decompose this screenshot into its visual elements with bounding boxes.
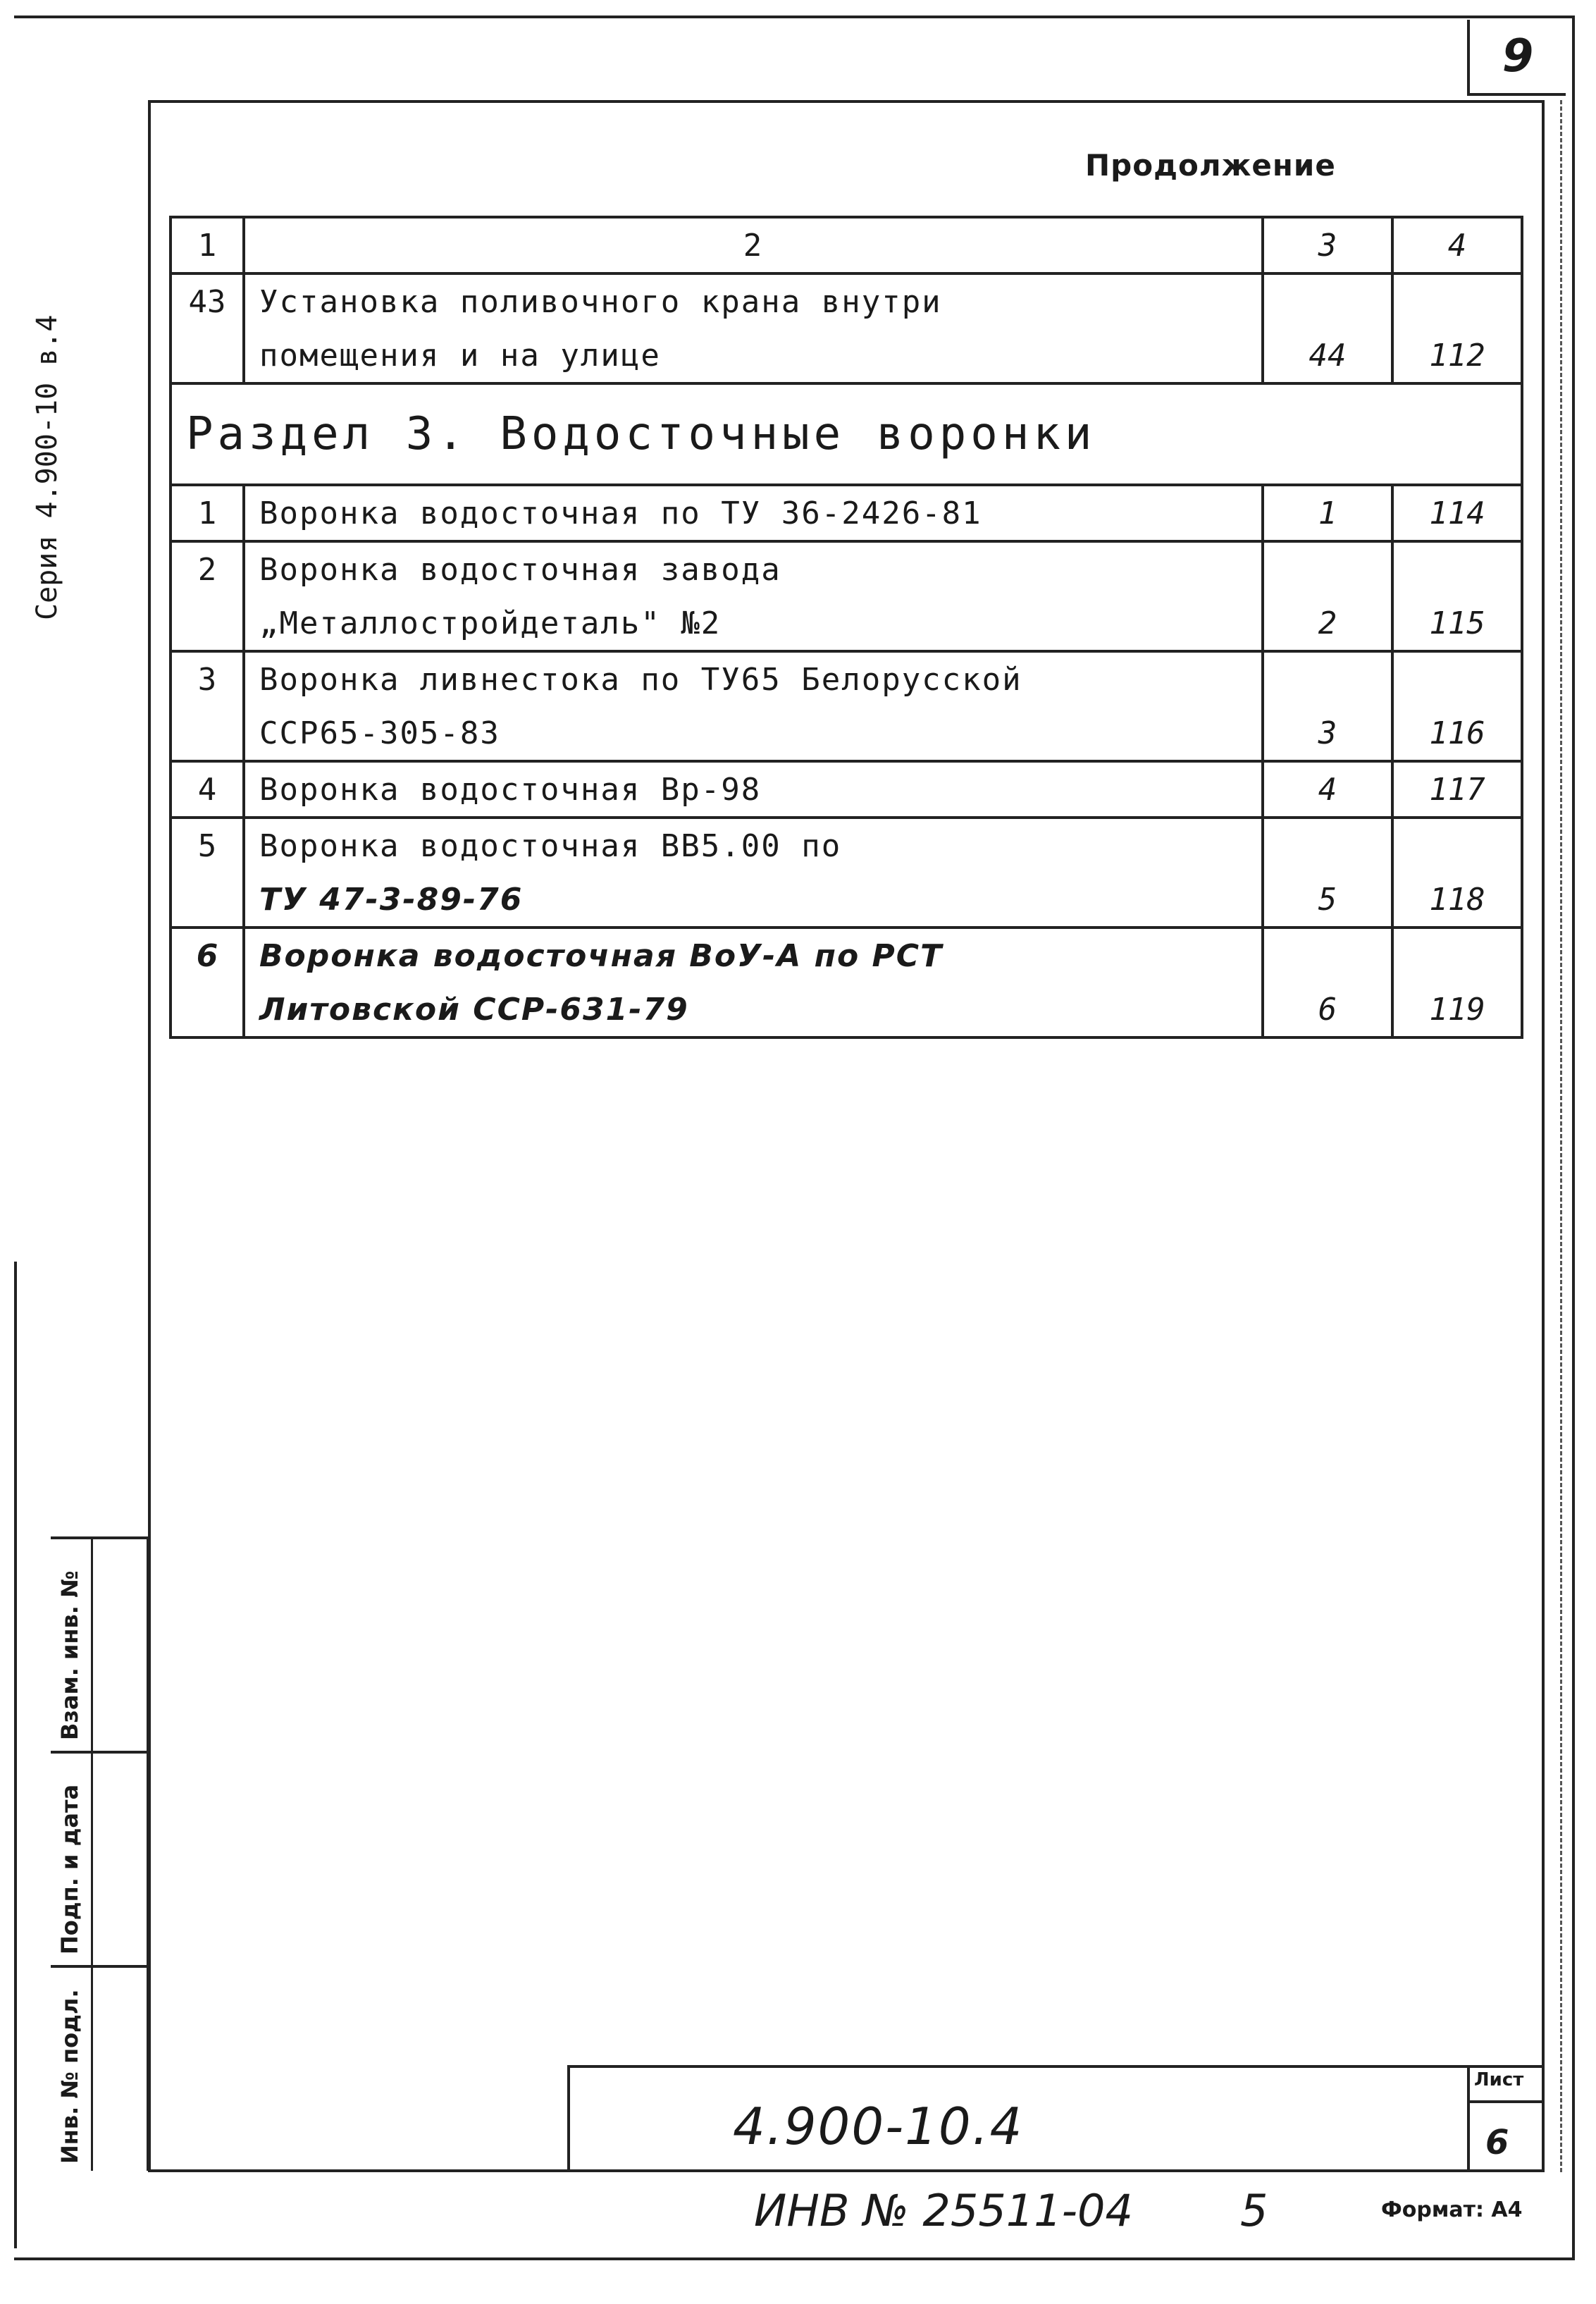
row-number: [171, 706, 244, 761]
row-description: Воронка водосточная по ТУ 36-2426-81: [244, 485, 1263, 541]
row-quantity: 6: [1263, 982, 1392, 1037]
title-block: [567, 2065, 1545, 2172]
row-number: [171, 873, 244, 928]
series-label: Серия 4.900-10 в.4: [31, 314, 63, 620]
sidebar-cell-inventory: [51, 1968, 93, 2171]
table-row: [171, 328, 1522, 383]
row-number: 1: [171, 485, 244, 541]
page-number: 9: [1467, 20, 1566, 96]
row-number: [171, 982, 244, 1037]
sidebar-cell-replacement: [51, 1539, 93, 1751]
row-number: 3: [171, 651, 244, 706]
right-margin-strip: [1545, 100, 1562, 2172]
row-quantity: 2: [1263, 596, 1392, 651]
sheet-label: Лист: [1474, 2069, 1524, 2090]
sidebar-cell-signature: [51, 1754, 93, 1965]
table-row: [171, 818, 1522, 873]
row-number: [171, 328, 244, 383]
format-label: Формат: А4: [1381, 2198, 1523, 2222]
row-page: [1392, 541, 1522, 596]
row-quantity: 44: [1263, 328, 1392, 383]
row-page: 116: [1392, 706, 1522, 761]
row-quantity: 1: [1263, 485, 1392, 541]
row-quantity: 4: [1263, 761, 1392, 818]
table-row: [171, 596, 1522, 651]
sidebar-label-inventory: Инв. № подл.: [56, 1989, 83, 2164]
table-row: [171, 273, 1522, 328]
table-row: [171, 485, 1522, 541]
row-page: [1392, 273, 1522, 328]
row-number: 2: [171, 541, 244, 596]
sidebar-label-signature: Подп. и дата: [56, 1784, 83, 1954]
row-page: 118: [1392, 873, 1522, 928]
table-row: [171, 873, 1522, 928]
row-quantity: [1263, 928, 1392, 982]
table-row: [171, 706, 1522, 761]
row-quantity: [1263, 651, 1392, 706]
row-page: 119: [1392, 982, 1522, 1037]
document-code: 4.900-10.4: [733, 2097, 1024, 2156]
row-number: 5: [171, 818, 244, 873]
row-description: Воронка водосточная завода: [244, 541, 1263, 596]
sidebar-label-replacement: Взам. инв. №: [56, 1570, 83, 1740]
approval-sidebar: [51, 1536, 149, 2171]
row-page: 114: [1392, 485, 1522, 541]
inventory-number: ИНВ № 25511-04: [754, 2185, 1133, 2236]
row-number: 4: [171, 761, 244, 818]
row-quantity: 5: [1263, 873, 1392, 928]
row-page: 117: [1392, 761, 1522, 818]
contents-table: [169, 216, 1523, 1039]
table-row: [171, 928, 1522, 982]
row-description: Воронка водосточная Вр-98: [244, 761, 1263, 818]
column-header: 4: [1392, 217, 1522, 273]
row-description: помещения и на улице: [244, 328, 1263, 383]
row-quantity: [1263, 541, 1392, 596]
row-description: Литовской ССР-631-79: [244, 982, 1263, 1037]
page-heading: Продолжение: [1085, 148, 1336, 183]
row-number: [171, 596, 244, 651]
left-edge-line: [14, 1262, 17, 2248]
sheet-number: 6: [1485, 2123, 1509, 2162]
table-header-row: [171, 217, 1522, 273]
row-description: Воронка водосточная ВоУ-А по РСТ: [244, 928, 1263, 982]
column-header: 3: [1263, 217, 1392, 273]
row-number: 43: [171, 273, 244, 328]
row-description: Воронка водосточная ВВ5.00 по: [244, 818, 1263, 873]
column-header: 1: [171, 217, 244, 273]
table-row: [171, 761, 1522, 818]
row-description: ТУ 47-3-89-76: [244, 873, 1263, 928]
row-description: „Металлостройдеталь" №2: [244, 596, 1263, 651]
series-label-box: [24, 162, 73, 620]
section-heading: Раздел 3. Водосточные воронки: [171, 383, 1522, 485]
inventory-extra: 5: [1240, 2185, 1268, 2236]
row-page: [1392, 818, 1522, 873]
row-quantity: 3: [1263, 706, 1392, 761]
row-quantity: [1263, 818, 1392, 873]
sheet-divider: [1467, 2100, 1545, 2103]
row-page: 112: [1392, 328, 1522, 383]
table-row: [171, 541, 1522, 596]
section-heading-row: [171, 383, 1522, 485]
row-description: ССР65-305-83: [244, 706, 1263, 761]
row-description: Воронка ливнестока по ТУ65 Белорусской: [244, 651, 1263, 706]
table-row: [171, 651, 1522, 706]
row-description: Установка поливочного крана внутри: [244, 273, 1263, 328]
row-number: 6: [171, 928, 244, 982]
row-page: [1392, 928, 1522, 982]
row-page: [1392, 651, 1522, 706]
column-header: 2: [244, 217, 1263, 273]
table-row: [171, 982, 1522, 1037]
row-quantity: [1263, 273, 1392, 328]
row-page: 115: [1392, 596, 1522, 651]
